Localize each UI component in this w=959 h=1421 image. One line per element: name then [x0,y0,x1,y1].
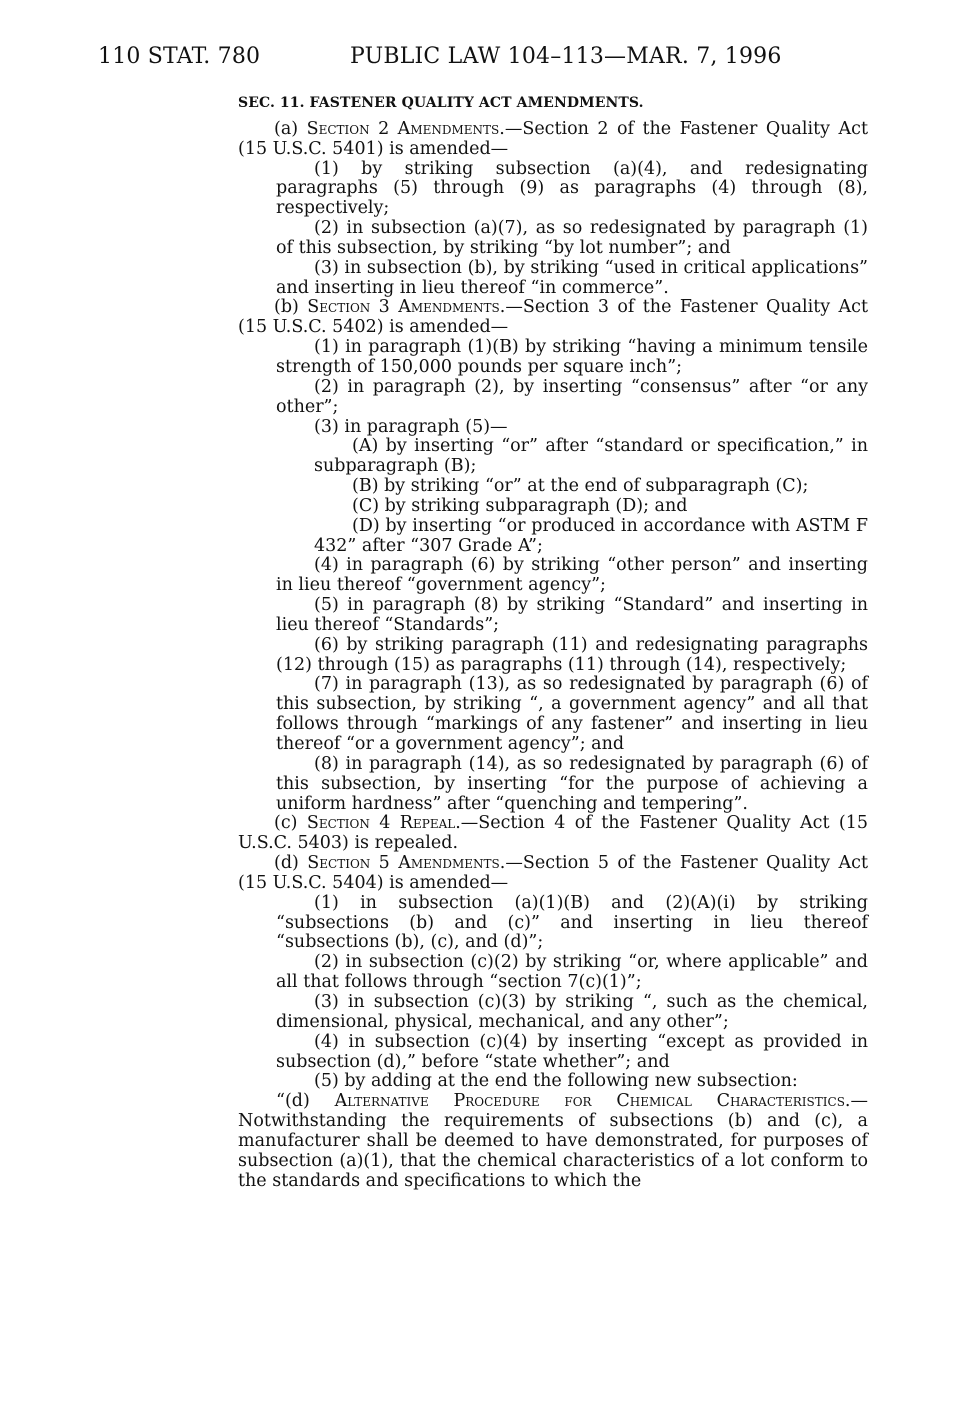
body-text [238,94,868,1191]
section-heading: SEC. 11. FASTENER QUALITY ACT AMENDMENTS. [238,95,644,111]
subsection-c-label: (c) [274,813,307,834]
subsection-b-item-2: (2) in paragraph (2), by inserting “consensus” after “or any other”; [276,376,868,417]
subsection-b-item-1: (1) in paragraph (1)(B) by striking “having a minimum tensile strength of 150,000 pounds per square inch”; [276,337,868,377]
subsection-a-text: .—Section 2 of the Fastener Quality Act (15 U.S.C. 5401) is amended— [238,118,868,159]
subsection-d-item-2: (2) in subsection (c)(2) by striking “or, where applicable” and all that follows through “section 7(c)(1)”; [276,952,868,993]
subsection-b-item-3-sub-a: (A) by inserting “or” after “standard or specification,” in subparagraph (B); [314,436,868,477]
subsection-b-caption: Section 3 Amendments [307,297,500,318]
subsection-b-item-3: (3) in paragraph (5)— [314,416,508,437]
subsection-b-item-3-sub-c: (C) by striking subparagraph (D); and [352,495,688,516]
subsection-b-label: (b) [274,297,308,318]
subsection-d-item-4: (4) in subsection (c)(4) by inserting “except as provided in subsection (d),” before “state whether”; and [276,1031,868,1072]
new-subsection-d-text: .—Notwithstanding the requirements of subsections (b) and (c), a manufacturer shall be deemed to have demonstrated, for purposes of subsection (a)(1), that the chemical characteristics of a lot conform to the standards and specifications to which the [238,1091,868,1191]
subsection-d [238,854,868,894]
subsection-b-item-7: (7) in paragraph (13), as so redesignated by paragraph (6) of this subsection, by striking “, a government agency” and all that follows through “markings of any fastener” and inserting in lieu thereof “or a government agency”; and [276,674,868,754]
subsection-b-item-3-sub-b: (B) by striking “or” at the end of subparagraph (C); [352,476,809,497]
subsection-b-item-5: (5) in paragraph (8) by striking “Standard” and inserting in lieu thereof “Standards”; [276,595,868,635]
subsection-b-text: .—Section 3 of the Fastener Quality Act (15 U.S.C. 5402) is amended— [238,297,868,338]
new-subsection-d-quote [238,1092,868,1191]
subsection-a-item-1: (1) by striking subsection (a)(4), and redesignating paragraphs (5) through (9) as paragraphs (4) through (8), respectively; [276,158,868,219]
new-subsection-d-label: “(d) [276,1091,335,1112]
subsection-b-item-8: (8) in paragraph (14), as so redesignated by paragraph (6) of this subsection, by inserting “for the purpose of achieving a uniform hardness” after “quenching and tempering”. [276,753,868,814]
subsection-d-item-5: (5) by adding at the end the following new subsection: [314,1071,798,1092]
subsection-b-item-3-sub-d: (D) by inserting “or produced in accordance with ASTM F 432” after “307 Grade A”; [314,515,868,556]
subsection-c [238,814,868,854]
public-law-citation: PUBLIC LAW 104–113—MAR. 7, 1996 [350,44,782,69]
new-subsection-d-caption: Alternative Procedure for Chemical Characteristics [334,1091,845,1112]
subsection-b-item-6: (6) by striking paragraph (11) and redesignating paragraphs (12) through (15) as paragraphs (11) through (14), respectively; [276,634,868,675]
subsection-b-item-4: (4) in paragraph (6) by striking “other person” and inserting in lieu thereof “government agency”; [276,555,868,596]
subsection-a-caption: Section 2 Amendments [306,118,500,139]
subsection-d-label: (d) [274,853,308,874]
subsection-d-text: .—Section 5 of the Fastener Quality Act (15 U.S.C. 5404) is amended— [238,853,868,893]
statute-page-number: 110 STAT. 780 [98,44,261,69]
subsection-c-text: .—Section 4 of the Fastener Quality Act (15 U.S.C. 5403) is repealed. [238,813,868,854]
subsection-d-item-3: (3) in subsection (c)(3) by striking “, such as the chemical, dimensional, physical, mechanical, and any other”; [276,991,868,1032]
subsection-a-item-3: (3) in subsection (b), by striking “used in critical applications” and inserting in lieu thereof “in commerce”. [276,257,868,298]
subsection-a-label: (a) [274,118,307,139]
subsection-d-caption: Section 5 Amendments [307,853,500,874]
subsection-b [238,298,868,338]
subsection-d-item-1: (1) in subsection (a)(1)(B) and (2)(A)(i) by striking “subsections (b) and (c)” and inserting in lieu thereof “subsections (b), (c), and (d)”; [276,892,868,953]
subsection-a-item-2: (2) in subsection (a)(7), as so redesignated by paragraph (1) of this subsection, by striking “by lot number”; and [276,218,868,258]
subsection-c-caption: Section 4 Repeal [306,813,456,834]
subsection-a [238,120,868,160]
